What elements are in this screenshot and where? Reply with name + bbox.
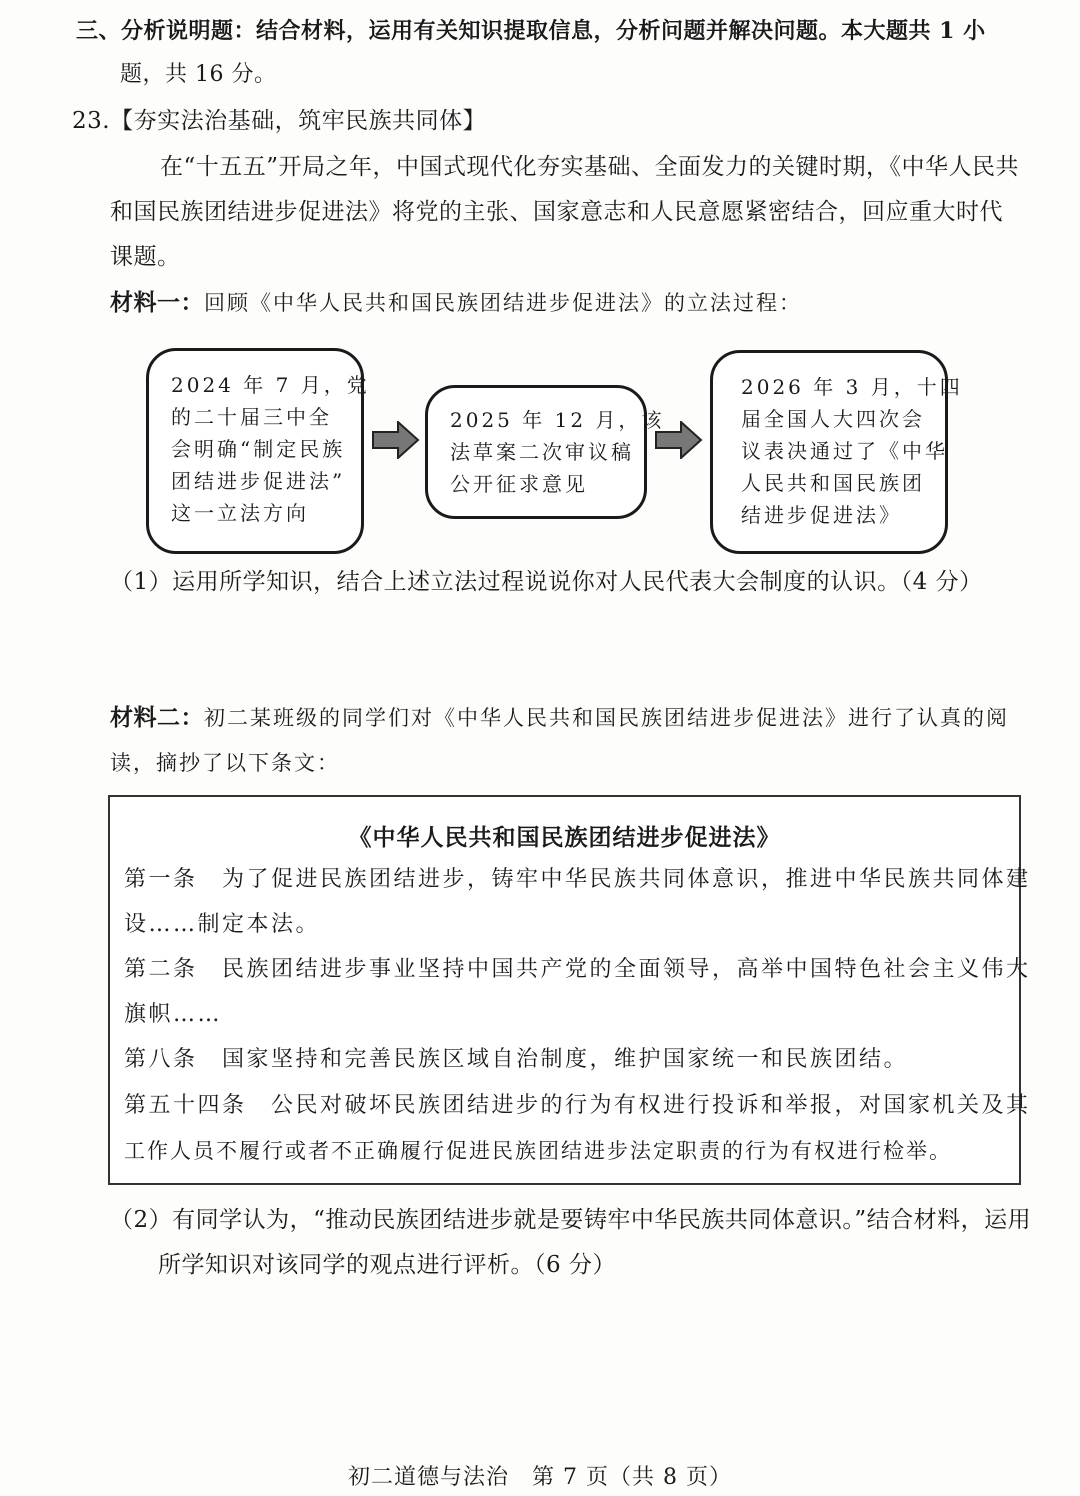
law-article-line: 旗帜…… — [124, 1002, 223, 1027]
intro-line1: 在“十五五”开局之年，中国式现代化夯实基础、全面发力的关键时期，《中华人民共 — [160, 154, 1020, 180]
material1-text: 回顾《中华人民共和国民族团结进步促进法》的立法过程： — [204, 291, 802, 315]
intro-line2: 和国民族团结进步促进法》将党的主张、国家意志和人民意愿紧密结合，回应重大时代 — [110, 199, 1003, 225]
flow-step-text: 会明确“制定民族 — [171, 437, 346, 461]
flow-step-text: 团结进步促进法” — [171, 469, 346, 493]
flow-step-text: 议表决通过了《中华 — [741, 439, 948, 463]
flow-step-2026 — [710, 350, 963, 554]
flow-step-text: 届全国人大四次会 — [741, 407, 925, 431]
page-footer: 初二道德与法治 第 7 页（共 8 页） — [348, 1465, 732, 1490]
flow-step-text: 的二十届三中全 — [171, 405, 332, 429]
law-excerpt-box — [108, 795, 1031, 1185]
material2-text: 初二某班级的同学们对《中华人民共和国民族团结进步促进法》进行了认真的阅 — [204, 706, 1009, 730]
flow-step-text: 公开征求意见 — [450, 472, 588, 496]
flow-step-2025 — [425, 385, 665, 519]
law-article-line: 第二条 民族团结进步事业坚持中国共产党的全面领导，高举中国特色社会主义伟大 — [124, 957, 1031, 982]
intro-line3: 课题。 — [110, 244, 181, 270]
law-title: 《中华人民共和国民族团结进步促进法》 — [348, 824, 781, 851]
sub-question-2-line1: （2）有同学认为，“推动民族团结进步就是要铸牢中华民族共同体意识。”结合材料，运用 — [110, 1207, 1032, 1233]
sub-question-2-line2: 所学知识对该同学的观点进行评析。（6 分） — [158, 1252, 616, 1278]
material2-line2: 读，摘抄了以下条文： — [110, 751, 340, 775]
sub-question-1: （1）运用所学知识，结合上述立法过程说说你对人民代表大会制度的认识。（4 分） — [110, 569, 983, 595]
right-arrow-icon — [372, 421, 420, 459]
material1-intro — [110, 288, 802, 318]
flow-step-2024 — [146, 348, 370, 554]
law-article-line: 设……制定本法。 — [124, 912, 321, 937]
flow-step-text: 结进步促进法》 — [741, 503, 902, 527]
flow-step-text: 人民共和国民族团 — [741, 471, 925, 495]
flow-step-text: 2024 年 7 月，党 — [171, 373, 370, 397]
flow-step-text: 法草案二次审议稿 — [450, 440, 634, 464]
material2-line1 — [110, 703, 1009, 733]
question-title: 【夯实法治基础，筑牢民族共同体】 — [110, 108, 487, 134]
flow-step-text: 2025 年 12 月，该 — [450, 408, 665, 432]
flow-step-text: 2026 年 3 月，十四 — [741, 375, 963, 399]
question-header — [72, 106, 486, 136]
law-article-line: 第八条 国家坚持和完善民族区域自治制度，维护国家统一和民族团结。 — [124, 1047, 909, 1072]
material1-label: 材料一： — [110, 289, 204, 316]
law-article-line: 第五十四条 公民对破坏民族团结进步的行为有权进行投诉和举报，对国家机关及其 — [124, 1093, 1031, 1118]
right-arrow-icon — [655, 421, 703, 459]
law-article-line: 工作人员不履行或者不正确履行促进民族团结进步法定职责的行为有权进行检举。 — [124, 1139, 952, 1163]
flow-step-text: 这一立法方向 — [171, 501, 309, 525]
material2-label: 材料二： — [110, 704, 204, 731]
law-article-line: 第一条 为了促进民族团结进步，铸牢中华民族共同体意识，推进中华民族共同体建 — [124, 867, 1031, 892]
section-heading-line2: 题，共 16 分。 — [120, 62, 277, 87]
question-number: 23. — [72, 108, 111, 134]
section-heading-line1: 三、分析说明题：结合材料，运用有关知识提取信息，分析问题并解决问题。本大题共 1 小 — [76, 18, 986, 44]
